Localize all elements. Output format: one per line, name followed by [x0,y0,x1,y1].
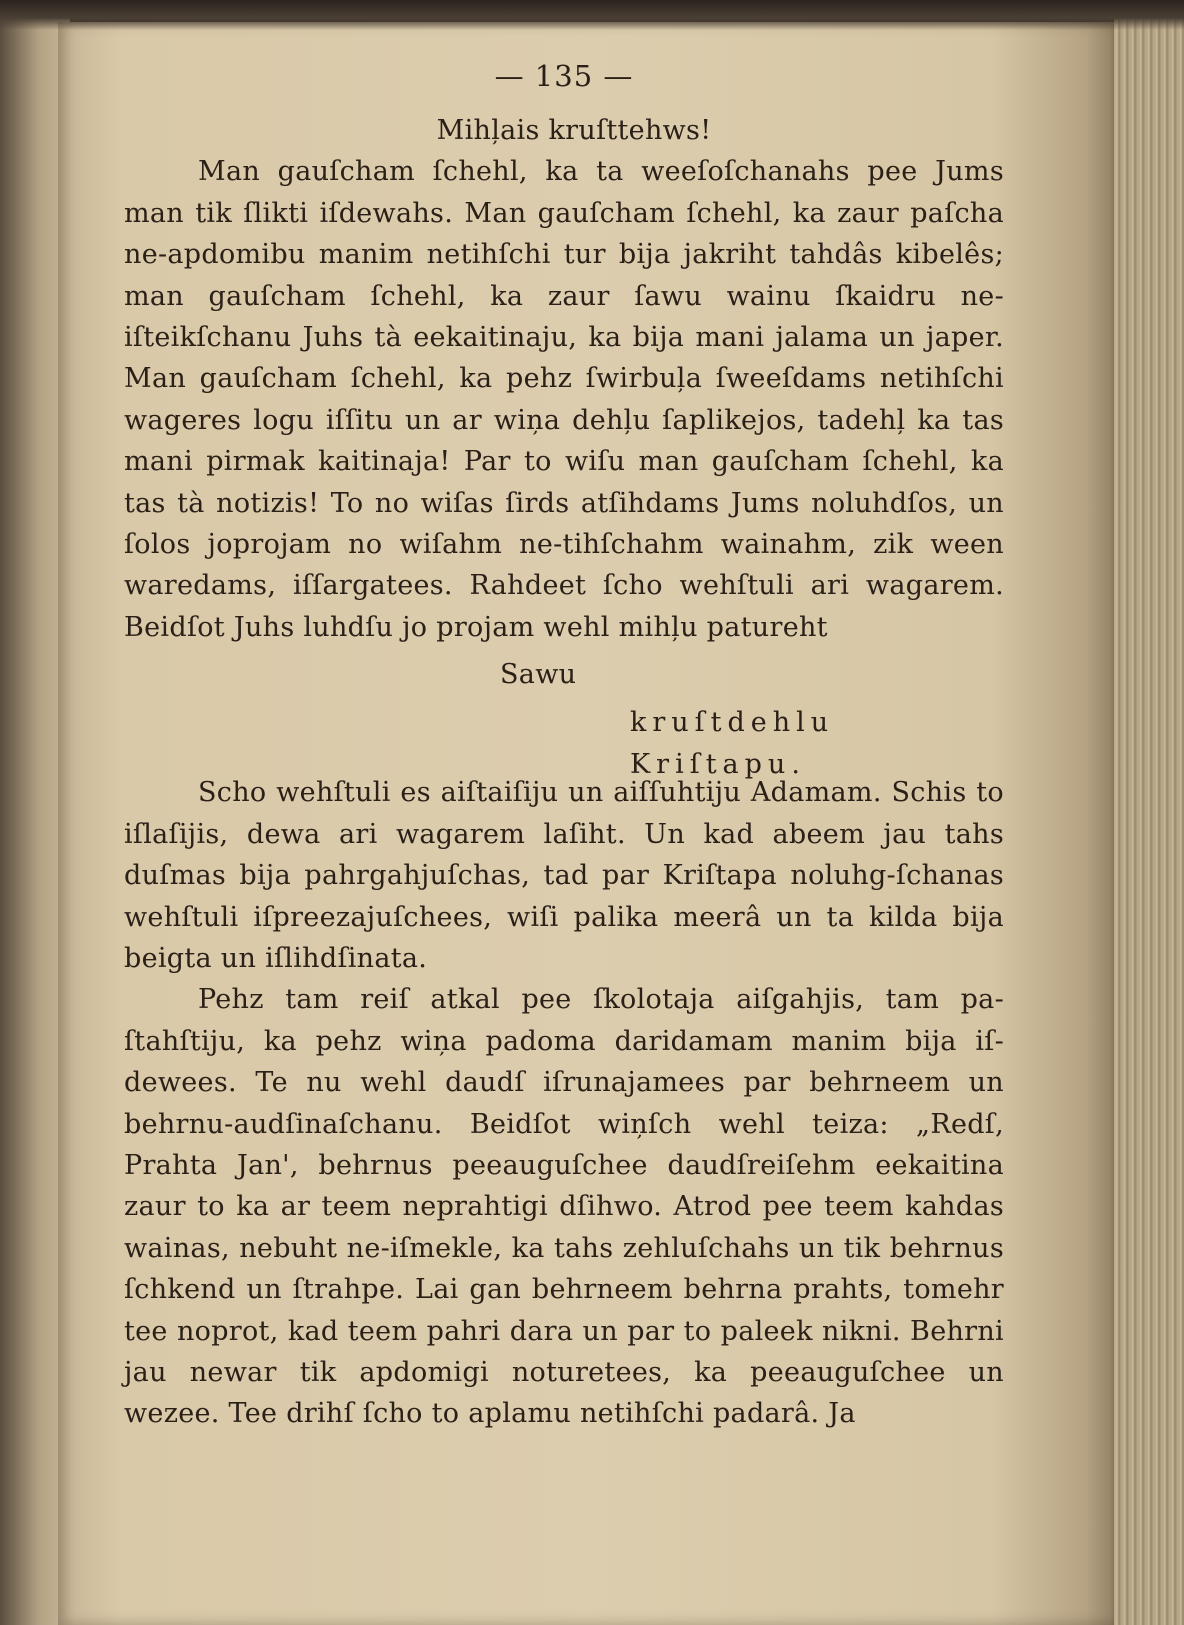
page-text [124,56,1004,1435]
letter-salutation: Mihļais kruſttehws! [436,115,712,146]
page-stack-edge [1114,0,1184,1625]
letter-paragraph: Man gauſcham ſchehl, ka ta weeſoſchanahs pee Jums man tik ſlikti iſdewahs. Man gauſcham ſchehl, ka zaur paſcha ne-apdomibu manim netihſchi tur bija jakriht tahdâs kibelês; man gauſcham ſchehl, ka zaur ſawu wainu ſkaidru ne-iſteikſchanu Juhs tà eekaitinaju, ka bija mani jalama un japer. Man gauſcham ſchehl, ka pehz ſwirbuļa ſweeſdams netihſchi wageres logu iſſitu un ar wiņa dehļu ſaplikejos, tadehļ ka tas mani pirmak kaitinaja! Par to wiſu man gauſcham ſchehl, ka tas tà notizis! To no wiſas ſirds atſihdams Jums noluhdſos, un ſolos joprojam no wiſahm ne-tihſchahm wainahm, zik ween waredams, iſſargatees. Rahdeet ſcho wehſtuli ari wagarem. Beidſot Juhs luhdſu jo projam wehl mihļu patureht [124,156,1004,643]
page-number: — 135 — [494,59,634,93]
body-paragraph-2: Pehz tam reiſ atkal pee ſkolotaja aiſgahjis, tam pa-ſtahſtiju, ka pehz wiņa padoma daridamam manim bija iſ-dewees. Te nu wehl daudſ iſrunajamees par behrneem un behrnu-audſinaſchanu. Beidſot wiņſch wehl teiza: „Redſ, Prahta Jan', behrnus peeauguſchee daudſreiſehm eekaitina zaur to ka ar teem neprahtigi dſihwo. Atrod pee teem kahdas wainas, nebuht ne-iſmekle, ka tahs zehluſchahs un tik behrnus ſchkend un ſtrahpe. Lai gan behrneem behrna prahts, tomehr tee noprot, kad teem pahri dara un par to paleek nikni. Behrni jau newar tik apdomigi noturetees, ka peeauguſchee un wezee. Tee drihſ ſcho to aplamu netihſchi padarâ. Ja [124,984,1004,1430]
letter-closing: Sawu [500,659,577,691]
letter-signature: kruſtdehlu Kriſtapu. [630,707,835,780]
book-top-edge [0,0,1184,30]
body-paragraph-1: Scho wehſtuli es aiſtaiſiju un aiſſuhtiju Adamam. Schis to iſlaſijis, dewa ari wagarem laſiht. Un kad abeem jau tahs duſmas bija pahrgahjuſchas, tad par Kriſtapa noluhg-ſchanas wehſtuli iſpreezajuſchees, wiſi palika meerâ un ta kilda bija beigta un iſlihdſinata. [124,777,1004,974]
